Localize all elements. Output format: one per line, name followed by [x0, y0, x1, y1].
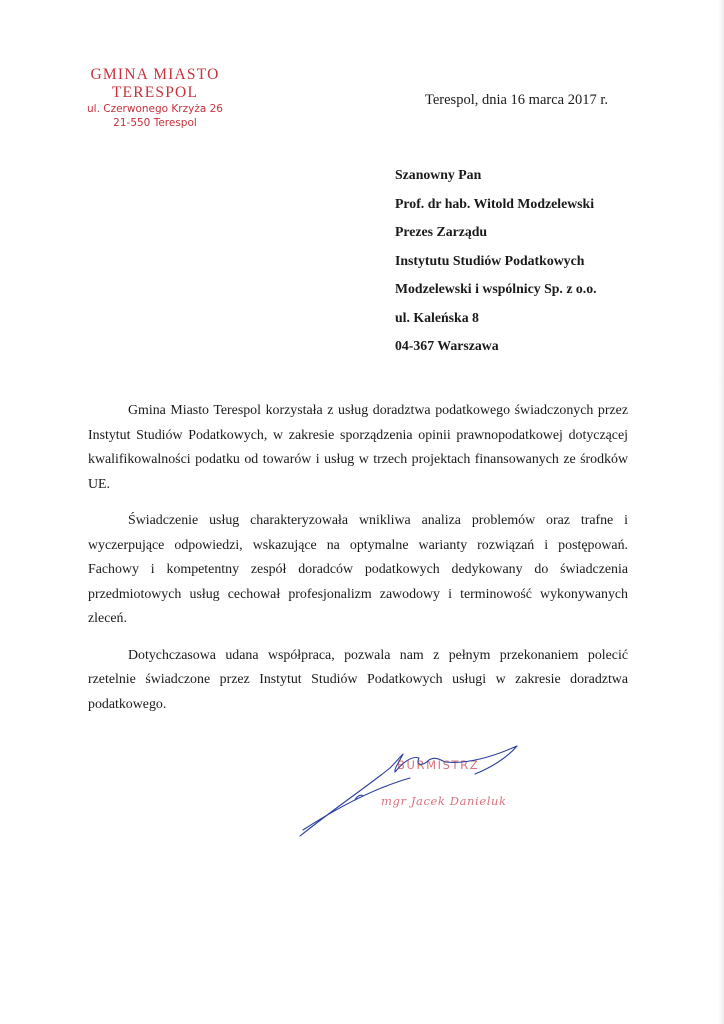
- sender-street: ul. Czerwonego Krzyża 26: [87, 103, 223, 115]
- recipient-name: Prof. dr hab. Witold Modzelewski: [395, 195, 595, 211]
- sender-name-line2: TERESPOL: [111, 84, 199, 101]
- sender-name-line1: GMINA MIASTO: [90, 66, 220, 83]
- recipient-postal-city: 04-367 Warszawa: [395, 338, 499, 353]
- signature-block: [295, 738, 535, 848]
- body-paragraph-3: Dotychczasowa udana współpraca, pozwala nam z pełnym przekonaniem polecić rzetelnie świadczone przez Instytut Studiów Podatkowych usługi w zakresie doradztwa podatkowego.: [88, 647, 628, 712]
- recipient-institution: Instytutu Studiów Podatkowych: [395, 252, 585, 268]
- stamp-name: mgr Jacek Danieluk: [381, 794, 507, 808]
- recipient-street: ul. Kaleńska 8: [395, 309, 479, 325]
- handwritten-signature: [295, 738, 535, 848]
- stamp-title: BURMISTRZ: [397, 758, 480, 772]
- sender-postal-city: 21-550 Terespol: [113, 117, 197, 129]
- recipient-address-block: [395, 164, 597, 364]
- body-paragraph-2: Świadczenie usług charakteryzowała wnikliwa analiza problemów oraz trafne i wyczerpujące odpowiedzi, wskazujące na optymalne warianty rozwiązań i postępowań. Fachowy i kompetentny zespół doradców podatkowych dedykowany do świadczenia przedmiotowych usług cechował profesjonalizm zawodowy i terminowość wykonywanych zleceń.: [88, 513, 628, 626]
- recipient-position: Prezes Zarządu: [395, 224, 488, 239]
- body-paragraph-1: Gmina Miasto Terespol korzystała z usług doradztwa podatkowego świadczonych przez Instytut Studiów Podatkowych, w zakresie sporządzenia opinii prawnopodatkowej dotyczącej kwalifikowalności podatku od towarów i usług w trzech projektach finansowanych ze środków UE.: [88, 403, 628, 492]
- letter-date: Terespol, dnia 16 marca 2017 r.: [425, 92, 608, 108]
- recipient-salutation: Szanowny Pan: [395, 167, 482, 182]
- page-edge: [718, 0, 724, 1024]
- sender-letterhead: [70, 66, 240, 130]
- recipient-company: Modzelewski i wspólnicy Sp. z o.o.: [395, 281, 597, 296]
- letter-body: [88, 399, 628, 729]
